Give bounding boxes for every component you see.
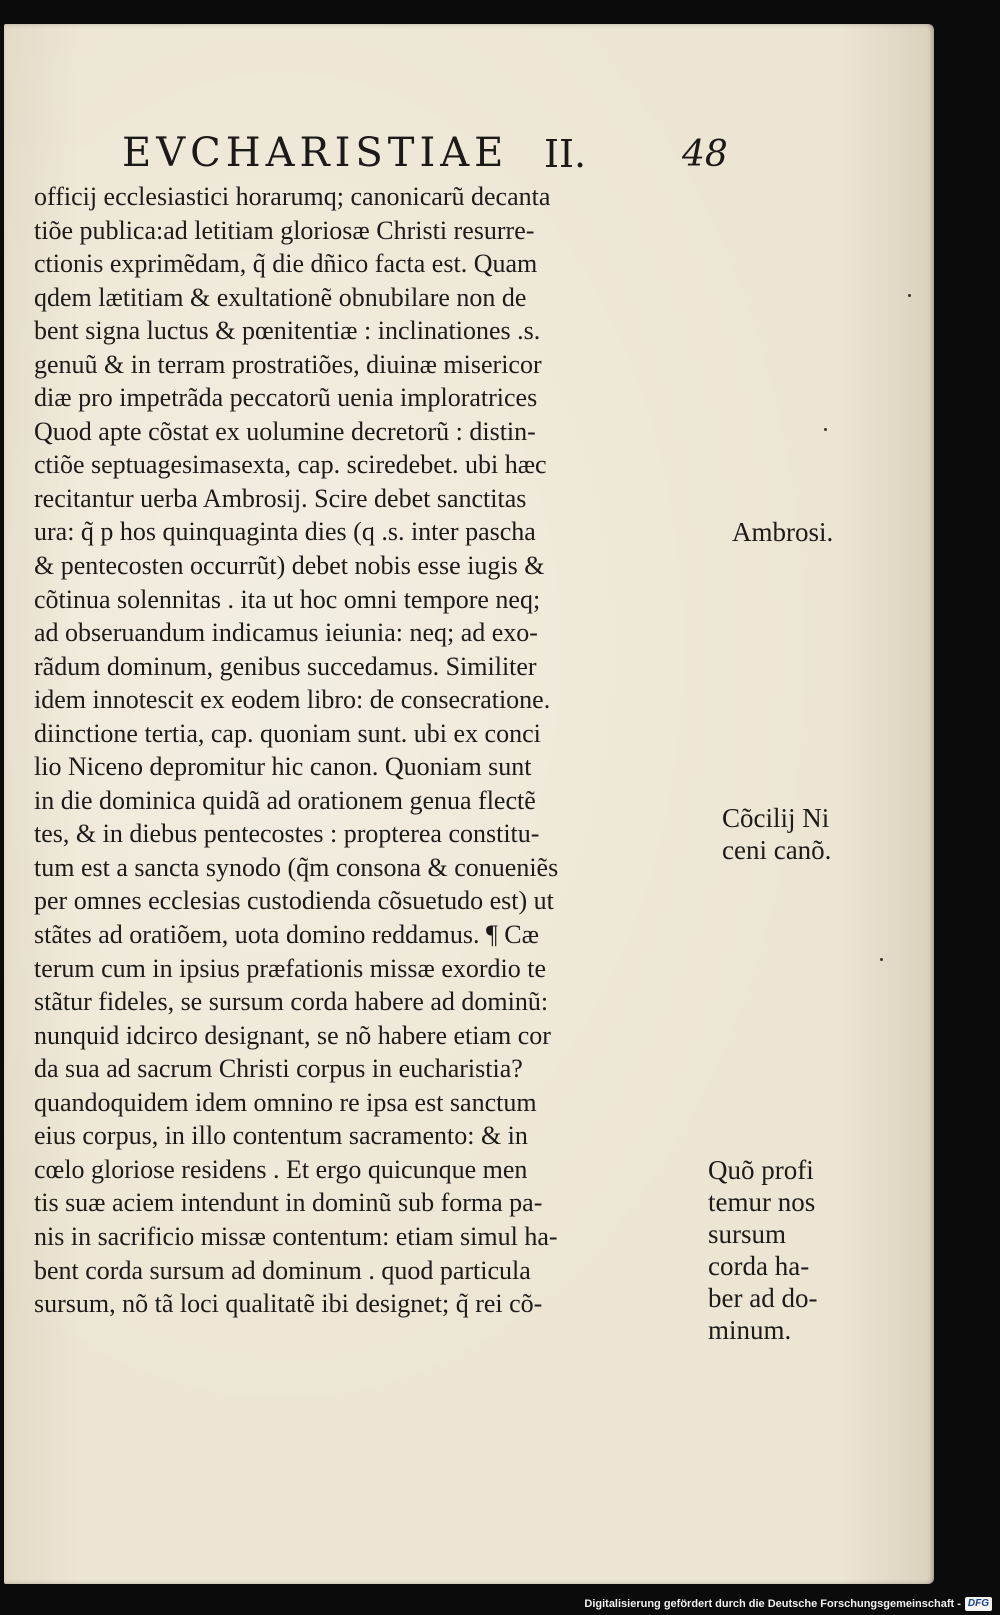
footer-credit: Digitalisierung gefördert durch die Deutsche Forschungsgemeinschaft - bbox=[584, 1598, 961, 1610]
margin-note-line: Cõcilij Ni bbox=[722, 803, 830, 833]
text-line: tis suæ aciem intendunt in dominũ sub forma pa- bbox=[34, 1188, 543, 1218]
text-line: genuũ & in terram prostratiões, diuinæ misericor bbox=[34, 349, 542, 379]
text-line: stãtes ad oratiõem, uota domino reddamus. ¶ Cæ bbox=[34, 920, 539, 950]
text-line: cœlo gloriose residens . Et ergo quicunque men bbox=[34, 1154, 528, 1184]
text-line: diæ pro impetrãda peccatorũ uenia imploratrices bbox=[34, 383, 538, 413]
text-line: quandoquidem idem omnino re ipsa est sanctum bbox=[34, 1087, 537, 1117]
margin-note-line: corda ha- bbox=[708, 1251, 810, 1281]
text-line: da sua ad sacrum Christi corpus in eucharistia? bbox=[34, 1054, 523, 1084]
margin-note-line: sursum bbox=[708, 1219, 787, 1249]
text-line: nis in sacrificio missæ contentum: etiam simul ha- bbox=[34, 1221, 558, 1251]
text-line: diinctione tertia, cap. quoniam sunt. ubi ex conci bbox=[34, 718, 541, 748]
text-line: ura: q̃ p hos quinquaginta dies (q .s. inter pascha bbox=[34, 517, 536, 547]
ink-speck bbox=[908, 294, 911, 297]
text-line: tum est a sancta synodo (q̃m consona & conueniẽs bbox=[34, 852, 559, 882]
margin-note-line: ber ad do- bbox=[708, 1283, 818, 1313]
text-line: bent signa luctus & pœnitentiæ : inclinationes .s. bbox=[34, 316, 541, 346]
body-text bbox=[34, 180, 722, 1321]
text-line: tes, & in diebus pentecostes : propterea constitu- bbox=[34, 819, 540, 849]
margin-note-quo bbox=[708, 1154, 817, 1346]
digitization-footer bbox=[584, 1595, 992, 1613]
text-line: stãtur fideles, se sursum corda habere ad dominũ: bbox=[34, 987, 549, 1017]
text-line: per omnes ecclesias custodienda cõsuetudo est) ut bbox=[34, 886, 554, 916]
margin-note-line: minum. bbox=[708, 1315, 792, 1345]
margin-note-line: temur nos bbox=[708, 1187, 816, 1217]
margin-note-concilii bbox=[722, 802, 831, 866]
book-page bbox=[4, 24, 934, 1584]
text-line: qdem lætitiam & exultationẽ obnubilare non de bbox=[34, 282, 527, 312]
text-line: terum cum in ipsius præfationis missæ exordio te bbox=[34, 953, 547, 983]
ink-speck bbox=[824, 428, 827, 431]
text-line: ad obseruandum indicamus ieiunia: neq; ad exo- bbox=[34, 618, 538, 648]
text-line: bent corda sursum ad dominum . quod particula bbox=[34, 1255, 531, 1285]
text-line: nunquid idcirco designant, se nõ habere etiam cor bbox=[34, 1020, 551, 1050]
ink-speck bbox=[880, 958, 883, 961]
folio-number: 48 bbox=[682, 134, 728, 175]
text-line: ctiõe septuagesimasexta, cap. sciredebet. ubi hæc bbox=[34, 450, 547, 480]
text-line: rãdum dominum, genibus succedamus. Similiter bbox=[34, 651, 537, 681]
text-line: ctionis exprimẽdam, q̃ die dñico facta est. Quam bbox=[34, 249, 538, 279]
margin-note-line: ceni canõ. bbox=[722, 835, 832, 865]
text-line: eius corpus, in illo contentum sacramento: & in bbox=[34, 1121, 528, 1151]
text-line: cõtinua solennitas . ita ut hoc omni tempore neq; bbox=[34, 584, 541, 614]
margin-note-ambrosii bbox=[732, 516, 833, 548]
running-title: EVCHARISTIAE bbox=[122, 130, 509, 176]
dfg-logo-icon: DFG bbox=[965, 1597, 992, 1611]
text-line: lio Niceno depromitur hic canon. Quoniam sunt bbox=[34, 752, 532, 782]
margin-note-line: Ambrosi. bbox=[732, 517, 834, 547]
text-line: recitantur uerba Ambrosij. Scire debet sanctitas bbox=[34, 483, 527, 513]
section-number: II. bbox=[544, 132, 587, 176]
text-line: & pentecosten occurrũt) debet nobis esse iugis & bbox=[34, 551, 545, 581]
text-line: sursum, nõ tã loci qualitatẽ ibi designet; q̃ rei cõ- bbox=[34, 1289, 543, 1319]
text-line: in die dominica quidã ad orationem genua flectẽ bbox=[34, 785, 536, 815]
margin-note-line: Quõ profi bbox=[708, 1155, 814, 1185]
text-line: officij ecclesiastici horarumq; canonicarũ decanta bbox=[34, 182, 551, 211]
text-line: idem innotescit ex eodem libro: de consecratione. bbox=[34, 685, 551, 715]
text-line: Quod apte cõstat ex uolumine decretorũ : distin- bbox=[34, 416, 536, 446]
text-line: tiõe publica:ad letitiam gloriosæ Christi resurre- bbox=[34, 215, 535, 245]
